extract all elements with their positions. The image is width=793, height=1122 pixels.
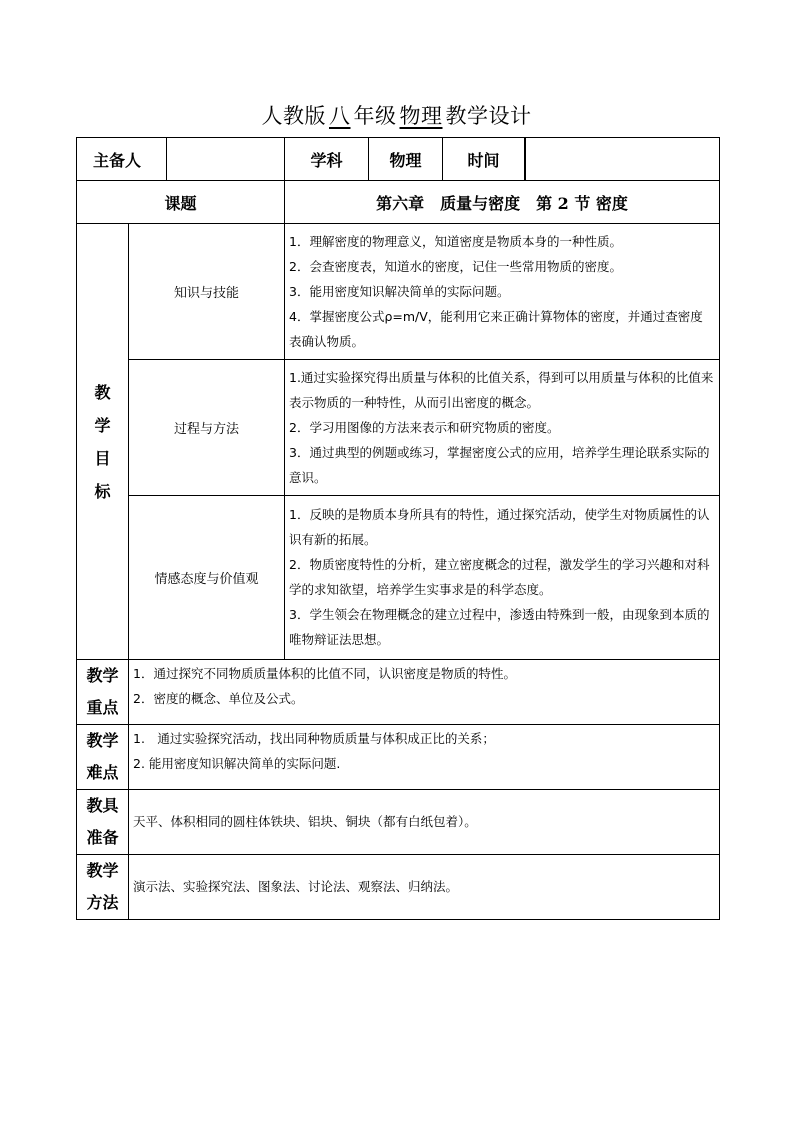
- title-subject: 物理: [399, 104, 443, 128]
- process-methods-label: 过程与方法: [129, 360, 285, 496]
- difficulties-content: [129, 725, 720, 790]
- list-item: 1．理解密度的物理意义，知道密度是物质本身的一种性质。: [289, 233, 622, 249]
- equipment-label: 教具 准备: [77, 790, 129, 855]
- lead-label: 主备人: [77, 138, 167, 180]
- list-item: 2．会查密度表，知道水的密度，记住一些常用物质的密度。: [289, 258, 622, 274]
- list-item: 4．掌握密度公式ρ=m∕V，能利用它来正确计算物体的密度，并通过查密度表确认物质。: [289, 308, 703, 349]
- key-points-content: [129, 660, 720, 725]
- list-item: 2. 能用密度知识解决简单的实际问题.: [133, 756, 341, 771]
- document-title: [0, 100, 793, 130]
- list-item: 3．学生领会在物理概念的建立过程中，渗透由特殊到一般，由现象到本质的唯物辩证法思想。: [289, 607, 710, 647]
- difficulties-label: 教学 难点: [77, 725, 129, 790]
- list-item: 1. 通过实验探究活动，找出同种物质质量与体积成正比的关系；: [133, 731, 495, 746]
- subject-label: 学科: [285, 138, 369, 181]
- attitude-values-content: [285, 496, 720, 660]
- title-grade: 八: [329, 104, 351, 128]
- lead-value: [167, 138, 284, 180]
- list-item: 1．通过探究不同物质质量体积的比值不同，认识密度是物质的特性。: [133, 666, 516, 681]
- topic-label: 课题: [77, 181, 285, 224]
- title-prefix: 人教版: [261, 104, 326, 128]
- methods-label: 教学 方法: [77, 855, 129, 920]
- title-suffix: 教学设计: [445, 104, 532, 128]
- list-item: 1.通过实验探究得出质量与体积的比值关系，得到可以用质量与体积的比值来表示物质的一种特性，从而引出密度的概念。: [289, 369, 714, 410]
- list-item: 2．密度的概念、单位及公式。: [133, 691, 304, 706]
- list-item: 1．反映的是物质本身所具有的特性，通过探究活动，使学生对物质属性的认识有新的拓展。: [289, 507, 710, 547]
- title-grade-suffix: 年级: [353, 104, 397, 128]
- list-item: 2．学习用图像的方法来表示和研究物质的密度。: [289, 419, 560, 435]
- methods-content: 演示法、实验探究法、图象法、讨论法、观察法、归纳法。: [129, 855, 720, 920]
- subject-value: 物理: [369, 138, 443, 181]
- list-item: 3．通过典型的例题或练习，掌握密度公式的应用，培养学生理论联系实际的意识。: [289, 444, 710, 485]
- knowledge-skills-label: 知识与技能: [129, 224, 285, 360]
- time-value: [525, 138, 720, 181]
- equipment-content: 天平、体积相同的圆柱体铁块、铝块、铜块（都有白纸包着）。: [129, 790, 720, 855]
- process-methods-content: [285, 360, 720, 496]
- attitude-values-label: 情感态度与价值观: [129, 496, 285, 660]
- list-item: 3．能用密度知识解决简单的实际问题。: [289, 283, 510, 299]
- lesson-plan-table: [76, 137, 720, 920]
- topic-value: 第六章 质量与密度 第 2 节 密度: [285, 181, 720, 224]
- knowledge-skills-content: [285, 224, 720, 360]
- time-label: 时间: [443, 138, 525, 181]
- key-points-label: 教学 重点: [77, 660, 129, 725]
- objectives-label: 教 学 目 标: [77, 224, 129, 660]
- list-item: 2．物质密度特性的分析，建立密度概念的过程，激发学生的学习兴趣和对科学的求知欲望，培养学生实事求是的科学态度。: [289, 557, 710, 597]
- lead-cell: [77, 138, 285, 181]
